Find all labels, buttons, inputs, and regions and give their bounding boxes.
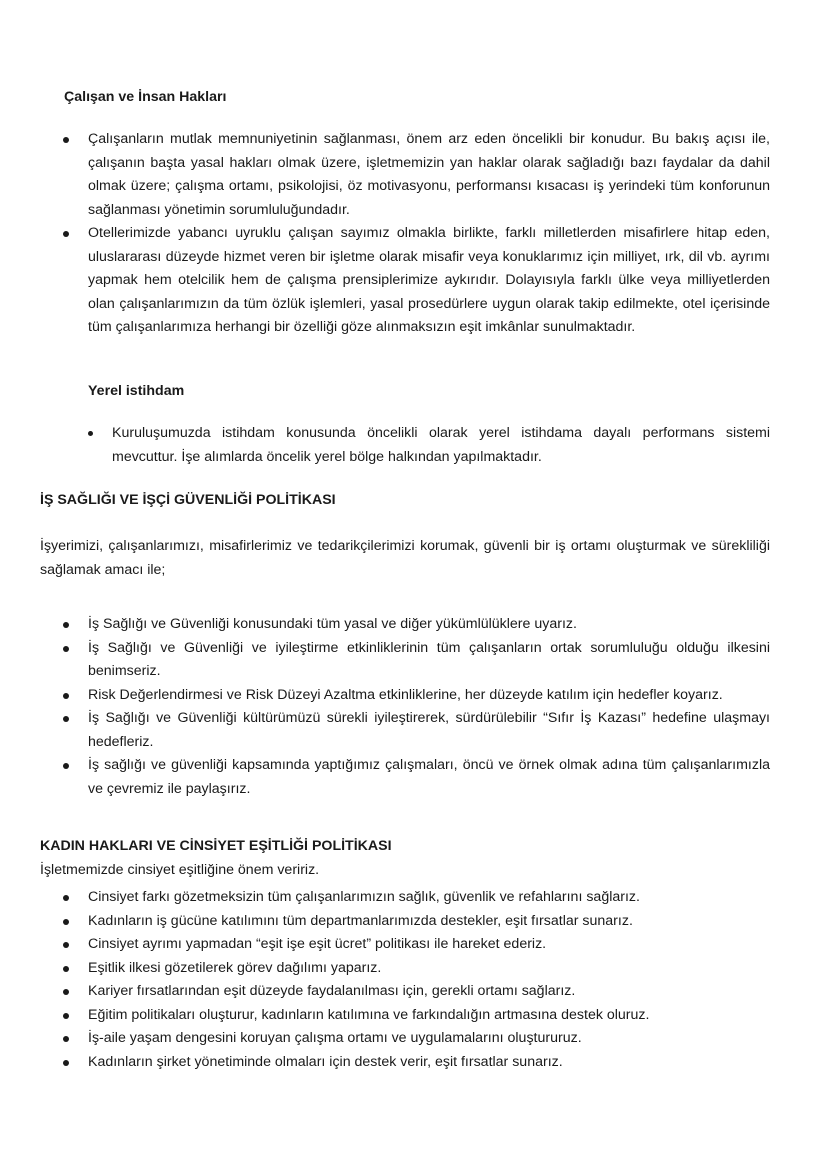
list-item-text: Çalışanların mutlak memnuniyetinin sağlanması, önem arz eden öncelikli bir konudur. Bu bakış açısı ile, çalışanın başta yasal hakları olmak üzere, işletmemizin yan haklar olarak sağladığı bazı faydalar da dahil olmak üzere; çalışma ortamı, psikolojisi, öz motivasyonu, performansı kısacası iş yerindeki tüm konforunun sağlanması yönetimin sorumluluğundadır. <box>88 131 770 218</box>
bullet-icon <box>63 137 69 143</box>
bullet-icon <box>63 693 69 699</box>
occupational-safety-list <box>88 613 770 801</box>
section-heading-occupational-safety: İŞ SAĞLIĞI VE İŞÇİ GÜVENLİĞİ POLİTİKASI <box>40 492 336 508</box>
bullet-icon <box>63 231 69 237</box>
list-item <box>88 933 770 957</box>
list-item <box>88 128 770 222</box>
list-item-text: Cinsiyet ayrımı yapmadan “eşit işe eşit ücret” politikası ile hareket ederiz. <box>88 936 547 952</box>
bullet-icon <box>63 1060 69 1066</box>
list-item-text: Eşitlik ilkesi gözetilerek görev dağılımı yaparız. <box>88 959 382 976</box>
list-item <box>88 707 770 754</box>
list-item-text: Otellerimizde yabancı uyruklu çalışan sayımız olmakla birlikte, farklı milletlerden misafirlere hitap eden, uluslararası düzeyde hizmet veren bir işletme olarak misafir veya konuklarımız için milliyet, ırk, dil vb. ayrımı yapmak hem otelcilik hem de çalışma prensiplerimize aykırıdır. Dolayısıyla farklı ülke veya milliyetlerden olan çalışanlarımızın da tüm özlük işlemleri, yasal prosedürlere uygun olarak takip edilmekte, otel içerisinde tüm çalışanlarımıza herhangi bir özelliği göze alınmaksızın eşit imkânlar sunulmaktadır. <box>88 225 770 335</box>
list-item <box>88 1051 770 1075</box>
list-item <box>88 1004 770 1028</box>
gender-equality-intro: İşletmemizde cinsiyet eşitliğine önem veririz. <box>40 862 320 878</box>
section-heading-gender-equality: KADIN HAKLARI VE CİNSİYET EŞİTLİĞİ POLİTİKASI <box>40 838 392 854</box>
list-item <box>112 422 770 469</box>
list-item <box>88 754 770 801</box>
bullet-icon <box>63 919 69 925</box>
bullet-icon <box>63 1036 69 1042</box>
list-item <box>88 957 770 981</box>
list-item-text: Kadınların iş gücüne katılımını tüm departmanlarımızda destekler, eşit fırsatlar sunarız. <box>88 912 633 929</box>
list-item-text: Cinsiyet farkı gözetmeksizin tüm çalışanlarımızın sağlık, güvenlik ve refahlarını sağlarız. <box>88 889 640 905</box>
sub-heading-local-employment: Yerel istihdam <box>88 383 185 399</box>
list-item-text: Kariyer fırsatlarından eşit düzeyde faydalanılması için, gerekli ortamı sağlarız. <box>88 983 576 999</box>
list-item <box>88 222 770 340</box>
list-item-text: Risk Değerlendirmesi ve Risk Düzeyi Azaltma etkinliklerine, her düzeyde katılım için hedefler koyarız. <box>88 686 723 703</box>
list-item-text: İş-aile yaşam dengesini koruyan çalışma ortamı ve uygulamalarını oluştururuz. <box>88 1030 582 1046</box>
list-item <box>88 980 770 1004</box>
local-employment-list <box>112 422 770 469</box>
list-item-text: İş Sağlığı ve Güvenliği ve iyileştirme etkinliklerinin tüm çalışanların ortak sorumluluğu olduğu ilkesini benimseriz. <box>88 639 770 679</box>
bullet-icon <box>63 716 69 722</box>
list-item <box>88 637 770 684</box>
bullet-icon <box>63 622 69 628</box>
bullet-icon <box>63 763 69 769</box>
list-item <box>88 886 770 910</box>
bullet-icon <box>63 1013 69 1019</box>
bullet-icon <box>63 895 69 901</box>
list-item <box>88 910 770 934</box>
section-heading-employee-rights: Çalışan ve İnsan Hakları <box>64 89 227 105</box>
list-item <box>88 1027 770 1051</box>
bullet-icon <box>63 942 69 948</box>
gender-equality-list <box>88 886 770 1074</box>
list-item <box>88 613 770 637</box>
list-item-text: Kuruluşumuzda istihdam konusunda öncelikli olarak yerel istihdama dayalı performans sistemi mevcuttur. İşe alımlarda öncelik yerel bölge halkından yapılmaktadır. <box>112 425 770 465</box>
bullet-icon <box>88 431 93 436</box>
list-item-text: İş Sağlığı ve Güvenliği konusundaki tüm yasal ve diğer yükümlülüklere uyarız. <box>88 616 577 632</box>
list-item-text: Eğitim politikaları oluşturur, kadınların katılımına ve farkındalığın artmasına destek oluruz. <box>88 1006 650 1023</box>
bullet-icon <box>63 966 69 972</box>
bullet-icon <box>63 646 69 652</box>
list-item-text: İş sağlığı ve güvenliği kapsamında yaptığımız çalışmaları, öncü ve örnek olmak adına tüm çalışanlarımızla ve çevremiz ile paylaşırız. <box>88 757 770 797</box>
bullet-icon <box>63 989 69 995</box>
list-item-text: İş Sağlığı ve Güvenliği kültürümüzü sürekli iyileştirerek, sürdürülebilir “Sıfır İş Kazası” hedefine ulaşmayı hedefleriz. <box>88 710 770 750</box>
occupational-safety-intro: İşyerimizi, çalışanlarımızı, misafirlerimiz ve tedarikçilerimizi korumak, güvenli bir iş ortamı oluşturmak ve sürekliliği sağlamak amacı ile; <box>40 538 770 578</box>
list-item <box>88 684 770 708</box>
list-item-text: Kadınların şirket yönetiminde olmaları için destek verir, eşit fırsatlar sunarız. <box>88 1053 563 1070</box>
employee-rights-list <box>88 128 770 340</box>
